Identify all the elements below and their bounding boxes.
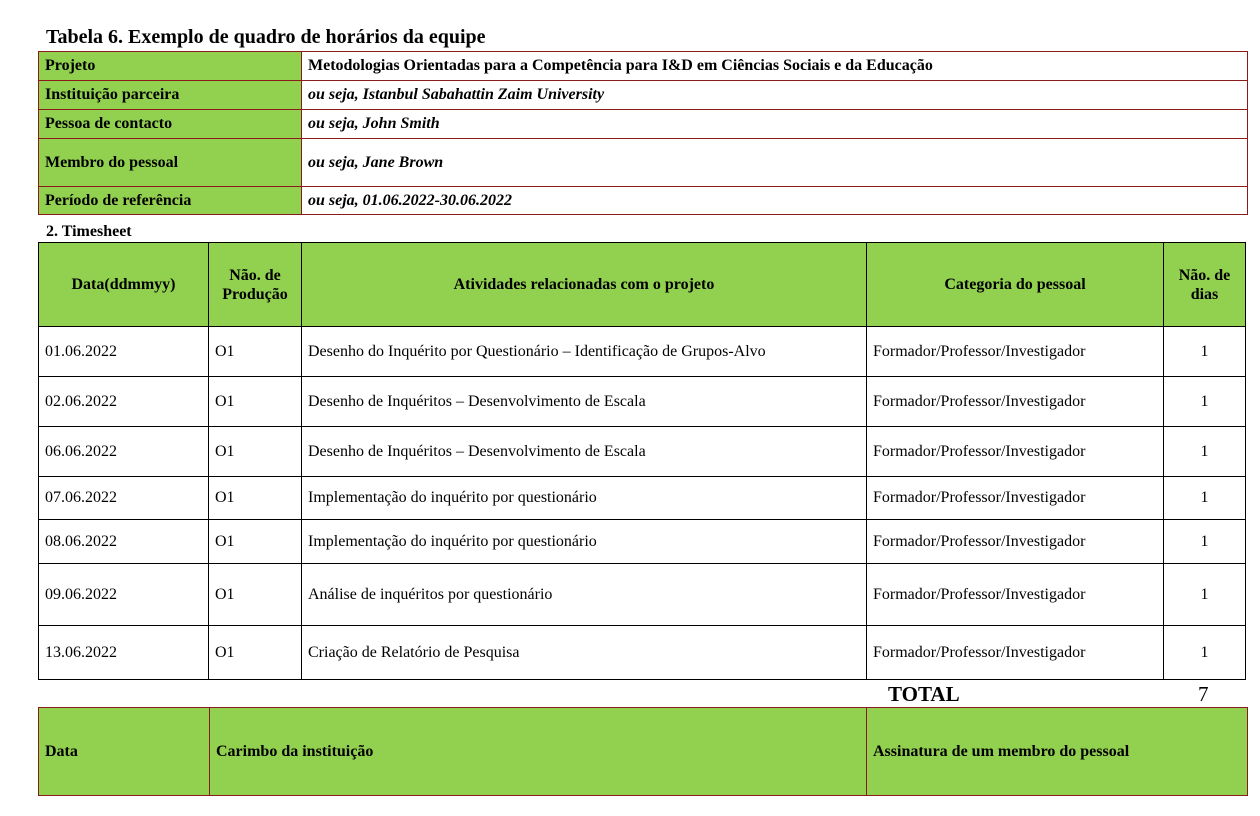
info-row-partner — [39, 81, 1248, 110]
header-output: Não. de Produção — [209, 243, 302, 327]
info-label: Instituição parceira — [39, 81, 302, 110]
table-row — [39, 626, 1246, 680]
cell-days: 1 — [1164, 327, 1246, 377]
cell-date: 09.06.2022 — [39, 564, 209, 626]
cell-days: 1 — [1164, 626, 1246, 680]
table-row — [39, 520, 1246, 564]
cell-activity: Desenho de Inquéritos – Desenvolvimento de Escala — [302, 377, 867, 427]
info-value: ou seja, Istanbul Sabahattin Zaim University — [302, 81, 1248, 110]
cell-category: Formador/Professor/Investigador — [867, 477, 1164, 520]
cell-date: 13.06.2022 — [39, 626, 209, 680]
cell-output: O1 — [209, 564, 302, 626]
signature-row — [39, 708, 1248, 796]
cell-date: 01.06.2022 — [39, 327, 209, 377]
institution-stamp-label: Carimbo da instituição — [210, 708, 867, 796]
cell-category: Formador/Professor/Investigador — [867, 327, 1164, 377]
info-value: ou seja, 01.06.2022-30.06.2022 — [302, 187, 1248, 215]
cell-days: 1 — [1164, 427, 1246, 477]
cell-activity: Desenho de Inquéritos – Desenvolvimento de Escala — [302, 427, 867, 477]
cell-output: O1 — [209, 626, 302, 680]
cell-output: O1 — [209, 427, 302, 477]
total-value: 7 — [1198, 682, 1209, 706]
cell-activity: Implementação do inquérito por questionário — [302, 477, 867, 520]
cell-activity: Criação de Relatório de Pesquisa — [302, 626, 867, 680]
header-category: Categoria do pessoal — [867, 243, 1164, 327]
timesheet-header-row — [39, 243, 1246, 327]
cell-category: Formador/Professor/Investigador — [867, 564, 1164, 626]
table-row — [39, 477, 1246, 520]
timesheet-table — [38, 242, 1246, 680]
info-label: Período de referência — [39, 187, 302, 215]
signature-date-label: Data — [39, 708, 210, 796]
info-row-project — [39, 52, 1248, 81]
cell-category: Formador/Professor/Investigador — [867, 520, 1164, 564]
table-row — [39, 327, 1246, 377]
cell-date: 02.06.2022 — [39, 377, 209, 427]
header-date: Data(ddmmyy) — [39, 243, 209, 327]
cell-days: 1 — [1164, 564, 1246, 626]
cell-date: 07.06.2022 — [39, 477, 209, 520]
cell-days: 1 — [1164, 477, 1246, 520]
cell-output: O1 — [209, 377, 302, 427]
info-value: Metodologias Orientadas para a Competência para I&D em Ciências Sociais e da Educação — [302, 52, 1248, 81]
project-info-table — [38, 51, 1248, 215]
info-label: Projeto — [39, 52, 302, 81]
document-title: Tabela 6. Exemplo de quadro de horários da equipe — [46, 26, 486, 48]
cell-days: 1 — [1164, 520, 1246, 564]
info-row-contact — [39, 110, 1248, 139]
info-label: Membro do pessoal — [39, 139, 302, 187]
cell-output: O1 — [209, 327, 302, 377]
info-value: ou seja, Jane Brown — [302, 139, 1248, 187]
cell-activity: Implementação do inquérito por questionário — [302, 520, 867, 564]
cell-category: Formador/Professor/Investigador — [867, 626, 1164, 680]
header-activity: Atividades relacionadas com o projeto — [302, 243, 867, 327]
timesheet-heading: 2. Timesheet — [46, 223, 132, 240]
staff-signature-label: Assinatura de um membro do pessoal — [867, 708, 1248, 796]
cell-output: O1 — [209, 477, 302, 520]
table-row — [39, 427, 1246, 477]
cell-activity: Desenho do Inquérito por Questionário – Identificação de Grupos-Alvo — [302, 327, 867, 377]
info-label: Pessoa de contacto — [39, 110, 302, 139]
info-row-staff — [39, 139, 1248, 187]
info-row-period — [39, 187, 1248, 215]
cell-days: 1 — [1164, 377, 1246, 427]
cell-activity: Análise de inquéritos por questionário — [302, 564, 867, 626]
cell-date: 08.06.2022 — [39, 520, 209, 564]
cell-category: Formador/Professor/Investigador — [867, 377, 1164, 427]
cell-output: O1 — [209, 520, 302, 564]
table-row — [39, 377, 1246, 427]
signature-table — [38, 707, 1248, 796]
cell-category: Formador/Professor/Investigador — [867, 427, 1164, 477]
cell-date: 06.06.2022 — [39, 427, 209, 477]
header-days: Não. de dias — [1164, 243, 1246, 327]
table-row — [39, 564, 1246, 626]
info-value: ou seja, John Smith — [302, 110, 1248, 139]
total-label: TOTAL — [888, 682, 960, 706]
